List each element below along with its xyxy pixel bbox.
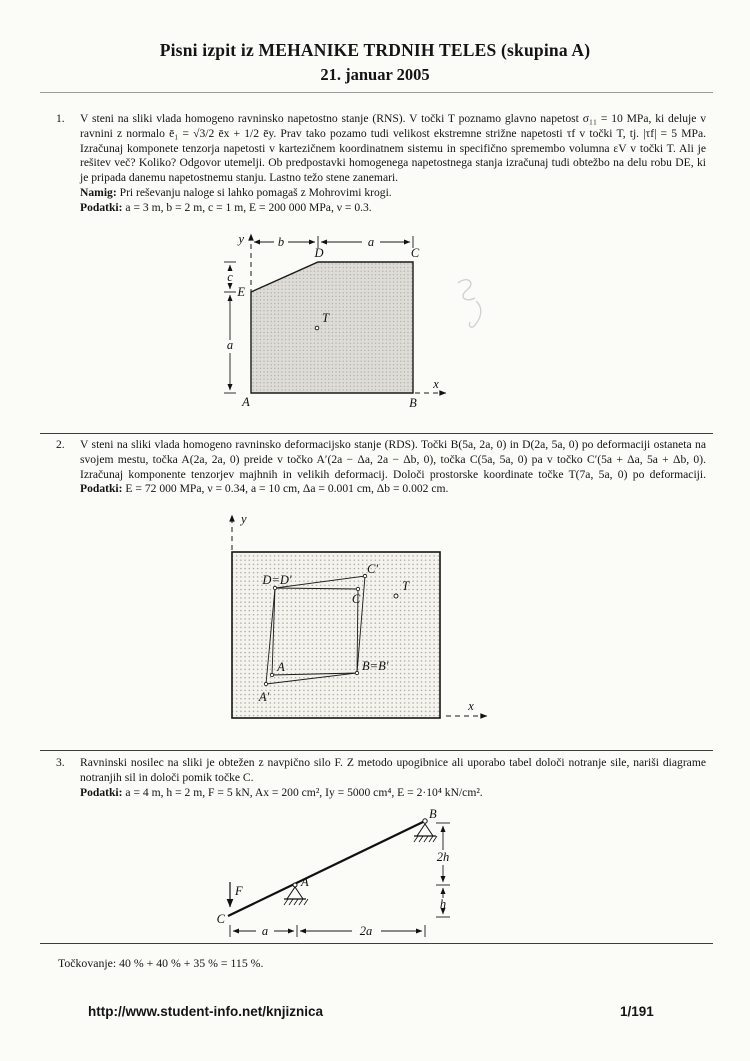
- problem-1-text: [80, 112, 706, 216]
- exam-title: Pisni izpit iz MEHANIKE TRDNIH TELES (skupina A): [159, 40, 591, 60]
- y-axis-label: y: [241, 512, 247, 526]
- point-label-B: B: [409, 396, 417, 410]
- support-A-hatch: [284, 899, 308, 905]
- source-url: http://www.student-info.net/knjiznica: [88, 1004, 323, 1019]
- dim-label-h: h: [439, 897, 447, 911]
- figure-1-stress-wall: [195, 222, 495, 412]
- point-label-B-Bprime: B=B′: [362, 659, 389, 673]
- point-label-E: E: [237, 285, 245, 299]
- problem-2-text: [80, 438, 706, 497]
- y-axis-label: y: [238, 232, 244, 246]
- problem-3-body: [80, 756, 706, 786]
- problem-3-body-text: Ravninski nosilec na sliki je obtežen z navpično silo F. Z metodo upogibnice ali uporabo tabel določi notranje sile, nariši diagrame notranjih sil in določi pomik točke C.: [80, 756, 706, 784]
- exam-header: [0, 40, 750, 85]
- problem-3-data: [80, 786, 706, 801]
- point-label-T: T: [322, 311, 329, 325]
- dim-label-a-top: a: [367, 235, 375, 249]
- problem-3: [56, 756, 708, 800]
- problem-1: [56, 112, 708, 216]
- point-label-A: A: [277, 660, 285, 674]
- dim-label-a: a: [261, 924, 269, 938]
- point-label-A: A: [242, 395, 250, 409]
- dim-label-2a: 2a: [359, 924, 373, 938]
- page-number: 1/191: [620, 1004, 654, 1019]
- dim-label-c: c: [227, 270, 233, 284]
- point-label-A: A: [301, 875, 309, 889]
- dim-label-2h: 2h: [436, 850, 450, 864]
- figure-2-deformation-wall: [210, 500, 510, 745]
- point-label-T: T: [402, 579, 409, 593]
- support-B-triangle: [417, 824, 433, 836]
- point-label-Aprime: A′: [258, 690, 270, 704]
- data-text: a = 3 m, b = 2 m, c = 1 m, E = 200 000 MPa, ν = 0.3.: [125, 200, 372, 214]
- point-label-C: C: [216, 912, 225, 926]
- figure-3-inclined-beam: [188, 804, 500, 944]
- problem-2-number: 2.: [56, 438, 65, 451]
- data-text: E = 72 000 MPa, ν = 0.34, a = 10 cm, Δa = 0.001 cm, Δb = 0.002 cm.: [125, 482, 449, 496]
- section-divider-2: [40, 750, 713, 751]
- problem-2-body: [80, 438, 706, 497]
- problem-1-data: [80, 201, 706, 216]
- problem-2: [56, 438, 708, 497]
- dim-label-b: b: [277, 235, 285, 249]
- data-label: Podatki:: [80, 200, 123, 214]
- point-T-marker: [315, 326, 319, 330]
- data-label: Podatki:: [80, 482, 123, 496]
- point-label-B: B: [429, 807, 437, 821]
- problem-2-body-text: V steni na sliki vlada homogeno ravninsko deformacijsko stanje (RDS). Točki B(5a, 2a, 0) in D(2a, 5a, 0) po deformaciji ostaneta na svojem mestu, točka A(2a, 2a, 0) preide v točko A′(2a − Δa, 2a − Δb, 0), točka C(5a, 5a, 0) pa v točko C′(5a + Δa, 5a + Δb, 0). Izračunaj komponente tenzorjev majhnih in velikih deformacij. Določi prostorske koordinate točke T(7a, 5a, 0) po deformaciji.: [80, 438, 706, 481]
- problem-1-hint: [80, 186, 706, 201]
- handwritten-mark: [458, 280, 481, 327]
- section-divider-1: [40, 433, 713, 434]
- force-F-label: F: [235, 884, 243, 898]
- data-text: a = 4 m, h = 2 m, F = 5 kN, Ax = 200 cm², Iy = 5000 cm⁴, E = 2·10⁴ kN/cm².: [125, 785, 483, 799]
- x-axis-label: x: [468, 699, 474, 713]
- point-label-D-Dprime: D=D′: [262, 573, 292, 587]
- hint-label: Namig:: [80, 185, 117, 199]
- problem-3-number: 3.: [56, 756, 65, 769]
- wall-pentagon: [251, 262, 413, 393]
- data-label: Podatki:: [80, 785, 123, 799]
- hint-text: Pri reševanju naloge si lahko pomagaš z Mohrovimi krogi.: [119, 185, 392, 199]
- x-axis-label: x: [433, 377, 439, 391]
- point-label-Cprime: C′: [367, 562, 379, 576]
- problem-1-number: 1.: [56, 112, 65, 125]
- header-divider: [40, 92, 713, 93]
- support-B-hatch: [414, 836, 437, 842]
- problem-1-body: [80, 112, 706, 186]
- dim-label-a-left: a: [226, 338, 234, 352]
- point-T-marker: [394, 594, 398, 598]
- point-label-C: C: [351, 592, 361, 606]
- point-label-D: D: [314, 246, 324, 260]
- problem-3-text: [80, 756, 706, 800]
- exam-date: 21. januar 2005: [320, 65, 430, 84]
- beam: [228, 821, 425, 916]
- problem-1-body-text: V steni na sliki vlada homogeno ravninsko napetostno stanje (RNS). V točki T poznamo glavno napetost σ₁₁ = 10 MPa, ki deluje v ravnini z normalo ē₁ = √3/2 ēx + 1/2 ēy. Prav tako pozamo tudi velikost ekstremne strižne napetosti τf v točki T, tj. |τf| = 5 MPa. Izračunaj komponete tenzorja napetosti v kartezičnem koordinatnem sistemu in specifično spremembo volumna εV v točki T. Ali je rešitev več? Koliko? Odgovor utemelji. Ob predpostavki homogenega napetostnega stanja izračunaj tudi obtežbo na delu robu DE, ki je pripada danemu napetostnemu stanju. Lastno težo stene zanemari.: [80, 112, 706, 185]
- pin-B: [423, 819, 427, 823]
- footer-divider: [40, 943, 713, 944]
- point-label-C: C: [410, 246, 420, 260]
- scoring-note: Točkovanje: 40 % + 40 % + 35 % = 115 %.: [58, 956, 264, 970]
